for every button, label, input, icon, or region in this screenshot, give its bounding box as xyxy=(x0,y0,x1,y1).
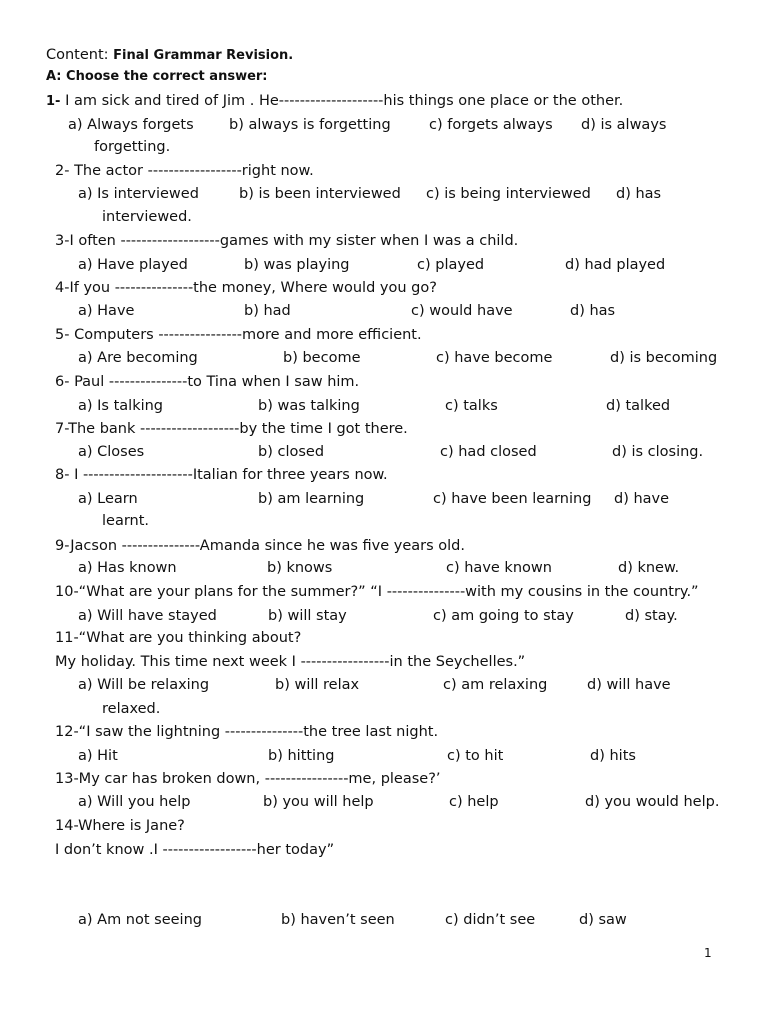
q9-option-c: c) have known xyxy=(446,560,552,576)
q5-option-d: d) is becoming xyxy=(610,350,718,366)
q7-option-c: c) had closed xyxy=(440,444,537,460)
q13-option-a: a) Will you help xyxy=(78,794,191,810)
q8-option-c: c) have been learning xyxy=(433,491,592,507)
q12-option-a: a) Hit xyxy=(78,748,118,764)
page-number: 1 xyxy=(704,946,712,960)
question-11: 11-“What are you thinking about? xyxy=(55,630,302,646)
q14-option-d: d) saw xyxy=(579,912,627,928)
content-label: Content: xyxy=(46,47,109,63)
q3-option-b: b) was playing xyxy=(244,257,350,273)
section-a-heading: A: Choose the correct answer: xyxy=(46,69,268,84)
q3-option-a: a) Have played xyxy=(78,257,188,273)
q2-option-c: c) is being interviewed xyxy=(426,186,591,202)
question-2: 2- The actor ------------------right now. xyxy=(55,163,314,179)
question-8: 8- I ---------------------Italian for three years now. xyxy=(55,467,388,483)
q7-option-b: b) closed xyxy=(258,444,325,460)
q4-option-a: a) Have xyxy=(78,303,135,319)
question-6: 6- Paul ---------------to Tina when I saw him. xyxy=(55,374,360,390)
question-7: 7-The bank -------------------by the time I got there. xyxy=(55,421,408,437)
q12-option-b: b) hitting xyxy=(268,748,335,764)
q5-option-c: c) have become xyxy=(436,350,553,366)
q6-option-a: a) Is talking xyxy=(78,398,164,414)
q5-option-a: a) Are becoming xyxy=(78,350,198,366)
q2-option-continuation: interviewed. xyxy=(102,209,192,225)
q11-option-continuation: relaxed. xyxy=(102,701,161,717)
q13-option-b: b) you will help xyxy=(263,794,374,810)
q12-option-d: d) hits xyxy=(590,748,636,764)
question-1-number: 1- xyxy=(46,94,61,109)
content-heading xyxy=(46,45,293,66)
q11-option-b: b) will relax xyxy=(275,677,360,693)
q2-option-b: b) is been interviewed xyxy=(239,186,401,202)
question-1-text: I am sick and tired of Jim . He--------------------his things one place or the other. xyxy=(65,93,624,109)
q14-option-c: c) didn’t see xyxy=(445,912,536,928)
q7-option-a: a) Closes xyxy=(78,444,145,460)
q1-option-b: b) always is forgetting xyxy=(229,117,391,133)
q10-option-b: b) will stay xyxy=(268,608,347,624)
q6-option-b: b) was talking xyxy=(258,398,360,414)
question-1 xyxy=(46,91,623,112)
question-4: 4-If you ---------------the money, Where would you go? xyxy=(55,280,437,296)
q1-option-d: d) is always xyxy=(581,117,667,133)
q5-option-b: b) become xyxy=(283,350,361,366)
question-5: 5- Computers ----------------more and more efficient. xyxy=(55,327,422,343)
q13-option-c: c) help xyxy=(449,794,499,810)
question-9: 9-Jacson ---------------Amanda since he was five years old. xyxy=(55,538,465,554)
q8-option-a: a) Learn xyxy=(78,491,138,507)
q14-option-b: b) haven’t seen xyxy=(281,912,395,928)
q4-option-c: c) would have xyxy=(411,303,513,319)
q14-option-a: a) Am not seeing xyxy=(78,912,202,928)
q3-option-d: d) had played xyxy=(565,257,666,273)
q7-option-d: d) is closing. xyxy=(612,444,704,460)
q4-option-b: b) had xyxy=(244,303,291,319)
q10-option-c: c) am going to stay xyxy=(433,608,574,624)
q9-option-d: d) knew. xyxy=(618,560,680,576)
q2-option-d: d) has xyxy=(616,186,662,202)
question-13: 13-My car has broken down, ----------------me, please?’ xyxy=(55,771,441,787)
q11-option-c: c) am relaxing xyxy=(443,677,548,693)
q1-option-continuation: forgetting. xyxy=(94,139,171,155)
q10-option-d: d) stay. xyxy=(625,608,678,624)
q9-option-a: a) Has known xyxy=(78,560,177,576)
page-title: Final Grammar Revision. xyxy=(113,48,294,63)
q8-option-b: b) am learning xyxy=(258,491,365,507)
question-3: 3-I often -------------------games with my sister when I was a child. xyxy=(55,233,519,249)
question-12: 12-“I saw the lightning ---------------the tree last night. xyxy=(55,724,439,740)
question-10: 10-“What are your plans for the summer?” “I ---------------with my cousins in the country.” xyxy=(55,584,699,600)
q12-option-c: c) to hit xyxy=(447,748,504,764)
question-11-line-2: My holiday. This time next week I -----------------in the Seychelles.” xyxy=(55,654,526,670)
question-14: 14-Where is Jane? xyxy=(55,818,185,834)
q6-option-d: d) talked xyxy=(606,398,671,414)
q2-option-a: a) Is interviewed xyxy=(78,186,199,202)
q1-option-a: a) Always forgets xyxy=(68,117,194,133)
q8-option-continuation: learnt. xyxy=(102,513,150,529)
q11-option-d: d) will have xyxy=(587,677,671,693)
q9-option-b: b) knows xyxy=(267,560,333,576)
question-14-line-2: I don’t know .I ------------------her today” xyxy=(55,842,335,858)
q4-option-d: d) has xyxy=(570,303,616,319)
q8-option-d: d) have xyxy=(614,491,670,507)
q1-option-c: c) forgets always xyxy=(429,117,553,133)
q10-option-a: a) Will have stayed xyxy=(78,608,217,624)
q3-option-c: c) played xyxy=(417,257,485,273)
q11-option-a: a) Will be relaxing xyxy=(78,677,210,693)
q13-option-d: d) you would help. xyxy=(585,794,720,810)
q6-option-c: c) talks xyxy=(445,398,498,414)
